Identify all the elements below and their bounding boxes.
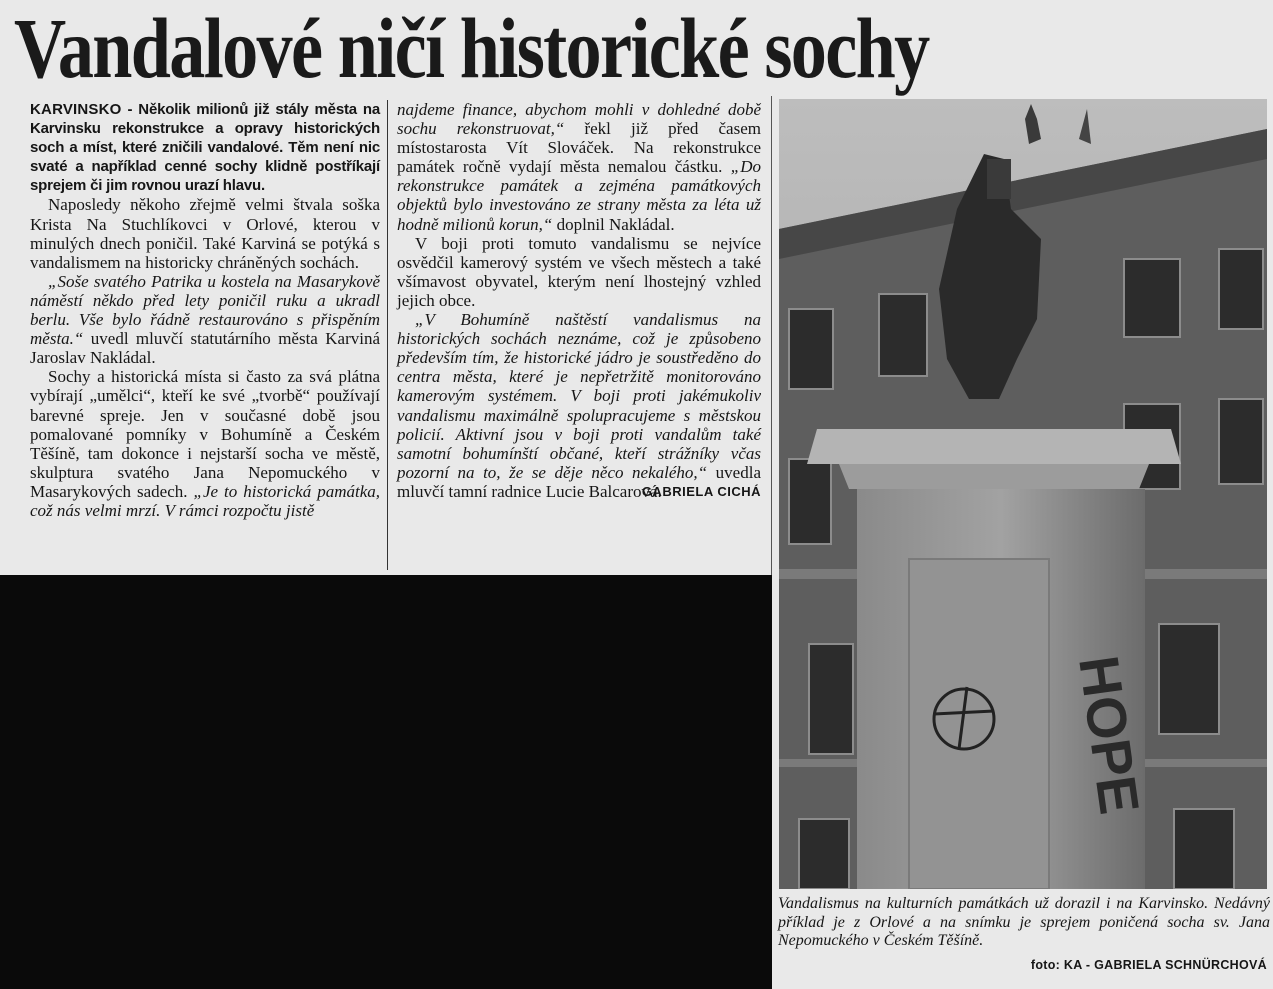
photo-caption: Vandalismus na kulturních památkách už dorazil i na Karvinsko. Nedávný příklad je z Orlové a na snímku je sprejem poničená socha sv. Jana Nepomuckého v Českém Těšíně. (778, 895, 1270, 949)
article-column-1 (30, 100, 380, 520)
quote: „Do rekonstrukce památek a zejména památkových objektů bylo investováno ze strany města za léta už hodně milionů korun,“ (397, 157, 761, 234)
paragraph-text: řekl již před časem místostarosta Vít Slováček. Na rekonstrukce památek ročně vydají města nemalou částku. (397, 119, 761, 177)
headline: Vandalové ničí historické sochy (14, 0, 929, 96)
quote: „Soše svatého Patrika u kostela na Masarykově náměstí někdo před lety poničil ruku a ukradl berlu. Vše bylo řádně restaurováno s přispěním města.“ (30, 271, 380, 349)
paragraph (30, 367, 380, 520)
paragraph-text: uvedl mluvčí statutárního města Karviná Jaroslav Nakládal. (30, 329, 380, 368)
lead-paragraph (30, 100, 380, 195)
lead-text: - Několik milionů již stály města na Karvinsku rekonstrukce a opravy historických soch a míst, které zničili vandalové. Těm není nic svaté a například cenné sochy klidně postříkají sprejem či jim rovnou urazí hlavu. (30, 101, 380, 195)
quote: najdeme finance, abychom mohli v dohledné době sochu rekonstruovat,“ (397, 100, 761, 139)
photo-statue (779, 99, 1267, 889)
graffiti-text: HOPE (1067, 651, 1152, 818)
photo-credit: foto: KA - GABRIELA SCHNÜRCHOVÁ (1030, 958, 1267, 972)
lead-place: KARVINSKO (30, 101, 122, 118)
quote: „V Bohumíně naštěstí vandalismus na historických sochách neznáme, což je způsobeno především tím, že historické jádro je soustředěno do centra města, které je nepřetržitě monitorováno kamerovým systémem. V boji proti jakémukoliv vandalismu maximálně spolupracujeme s městskou policií. Aktivní jsou v boji proti vandalům také samotní bohumínští občané, kteří strážníky včas pozorní na to, že se děje něco nekalého,“ (397, 310, 761, 482)
byline: GABRIELA CICHÁ (641, 483, 761, 499)
paragraph-text: Sochy a historická místa si často za svá plátna vybírají „umělci“, kteří ke své „tvorbě“ používají barevné spreje. Jen v současné době jsou pomalované pomníky v Bohumíně a Českém Těšíně, tam dokonce i nejstarší socha ve městě, skulptura svatého Jana Nepomuckého v Masarykových sadech. (30, 367, 380, 501)
paragraph (397, 100, 761, 234)
article-column-2 (397, 100, 761, 501)
paragraph (397, 310, 761, 501)
paragraph: V boji proti tomuto vandalismu se nejvíce osvědčil kamerový systém ve všech městech a také všímavost obyvatel, kterým není lhostejný vzhled jejich obce. (397, 233, 761, 310)
paragraph: Naposledy někoho zřejmě velmi štvala soška Krista Na Stuchlíkovci v Orlové, kterou v minulých dnech poničil. Také Karviná se potýká s vandalismem na historicky chráněných sochách. (30, 195, 380, 272)
black-area (0, 575, 772, 989)
quote: „Je to historická památka, což nás velmi mrzí. V rámci rozpočtu jistě (30, 481, 380, 520)
column-divider (387, 100, 388, 570)
paragraph (30, 272, 380, 367)
statue-illustration (779, 99, 1267, 889)
paragraph-text: uvedla mluvčí tamní radnice Lucie Balcarová. (397, 462, 761, 501)
paragraph-text: doplnil Nakládal. (552, 214, 675, 234)
